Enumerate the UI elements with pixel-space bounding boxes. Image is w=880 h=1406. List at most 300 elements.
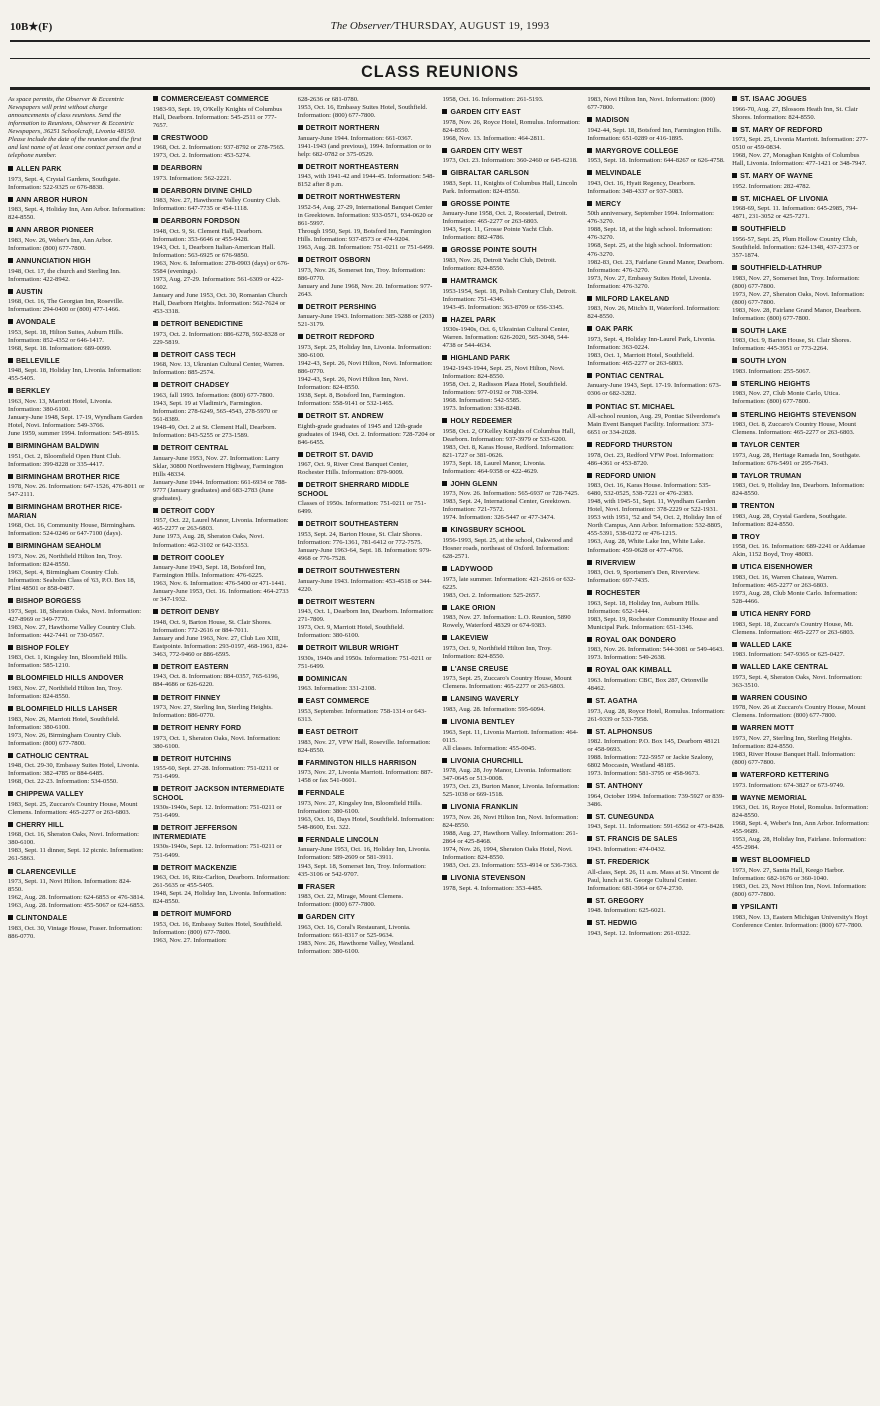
reunion-columns [8, 96, 870, 1396]
reunion-details: 1930s-1940s, Sept. 12. Information: 751-0211 or 751-6499. [152, 843, 282, 859]
school-name: LIVONIA BENTLEY [442, 719, 580, 728]
reunion-entry [8, 869, 146, 911]
school-name: DETROIT OSBORN [298, 257, 436, 266]
reunion-entry [153, 756, 291, 782]
school-name: SOUTH LAKE [732, 328, 870, 337]
reunion-details: 1983, Oct. 8, Zuccaro's Country House, Mount Clemens. Information: 465-2277 or 263-6803. [732, 421, 857, 437]
school-name: OAK PARK [587, 326, 725, 335]
reunion-entry [298, 194, 436, 252]
school-name: TAYLOR TRUMAN [732, 473, 870, 482]
school-name: AUSTIN [8, 289, 146, 298]
reunion-details: 1973, Sept. 4, Holiday Inn-Laurel Park, Livonia. Information: 363-0224. 1983, Oct. 1, Marriott Hotel, Southfield. Information: 465-2277 or 263-6803. [587, 335, 716, 367]
reunion-details: 1948, Oct. 29-30, Embassy Suites Hotel, Livonia. Information: 382-4785 or 884-6485. 1968, Oct. 22-23. Information: 534-0550. [8, 762, 140, 786]
school-name: MELVINDALE [587, 170, 725, 179]
reunion-details: 1953, September. Information: 758-1314 or 643-6313. [297, 708, 427, 724]
reunion-entry [442, 201, 580, 243]
reunion-details: 1968, Oct. 16, The Georgian Inn, Roseville. Information: 294-0400 or (800) 477-1466. [8, 298, 124, 314]
reunion-entry [442, 527, 580, 561]
reunion-entry [153, 321, 291, 347]
school-name: DETROIT SOUTHEASTERN [298, 521, 436, 530]
reunion-details: 1973, Nov. 26, Somerset Inn, Troy. Information: 886-0770. January and June 1968, Nov. 20. Information: 977-2643. [297, 266, 433, 298]
reunion-details: 1963, fall 1993. Information: (800) 677-7800. 1943, Sept. 19 at Vladimir's, Farmington. Information: 278-6249, 565-4543, 278-5970 or 561-8389. 1948-49, Oct. 2 at St. Clement Hall, Dearborn. Information: 843-5255 or 273-1589. [152, 391, 278, 440]
reunion-entry [732, 503, 870, 529]
reunion-entry [587, 148, 725, 166]
school-name: WALLED LAKE [732, 642, 870, 651]
reunion-details: January-June 1943, Sept. 18, Botsford Inn, Farmington Hills. Information: 476-6225. 1963, Nov. 6. Information: 476-5400 or 471-1441. January-June 1953, Oct. 16. Information: 464-2733 or 347-1932. [152, 564, 289, 604]
reunion-entry [442, 109, 580, 143]
reunion-details: 1963, Sept. 18, Holiday Inn, Auburn Hills. Information: 652-1444. 1983, Sept. 19, Rochester Community House and Municipal Park. Information: 651-1346. [587, 599, 718, 631]
reunion-details: January-June 1943. Information: 385-3288 or (203) 521-3179. [297, 313, 434, 329]
school-name: AVONDALE [8, 319, 146, 328]
reunion-entry [732, 328, 870, 354]
reunion-details: 1983, Nov. 27, Club Monte Carlo, Utica. Information: (800) 677-7800. [732, 390, 840, 406]
reunion-entry [8, 474, 146, 500]
reunion-details: 1983. Information: 547-9365 or 625-0427. [732, 651, 845, 659]
reunion-entry [153, 135, 291, 161]
reunion-entry [587, 836, 725, 854]
school-name: DETROIT CASS TECH [153, 352, 291, 361]
reunion-entry [153, 825, 291, 859]
reunion-entry [587, 920, 725, 938]
school-name: SOUTHFIELD-LATHRUP [732, 265, 870, 274]
school-name: L'ANSE CREUSE [442, 666, 580, 675]
reunion-entry [153, 664, 291, 690]
section-title: CLASS REUNIONS [361, 62, 519, 81]
intro-text: As space permits, the Observer & Eccentric Newspapers will print without charge announcements of class reunions. Send the information to Reunions, Observer & Eccentric Newspapers, 36251 Schoolcraft, Livonia 48150. Please include the date of the reunion and the first and last name of at least one contact person and a telephone number. [8, 96, 142, 160]
reunion-details: 1948, Sept. 18, Holiday Inn, Livonia. Information: 455-5405. [8, 367, 142, 383]
reunion-entry [8, 388, 146, 438]
reunion-details: 1958, Oct. 16. Information: 689-2241 or Addamae Akin, 1152 Boyd, Troy 48083. [732, 543, 866, 559]
reunion-entry [587, 170, 725, 196]
school-name: DETROIT CENTRAL [153, 445, 291, 454]
reunion-entry [153, 218, 291, 316]
reunion-details: 1930s, 1940s and 1950s. Information: 751-0211 or 751-6499. [297, 654, 432, 670]
reunion-details: 1953, Sept. 18, Hilton Suites, Auburn Hills. Information: 852-4352 or 646-1417. 1968, Sept. 18. Information: 689-0099. [8, 328, 124, 352]
reunion-details: 1983, Nov. 13, Eastern Michigan University's Hoyt Conference Center. Information: (800) 677-7800. [732, 913, 868, 929]
reunion-details: 1983, Sept. 11, Knights of Columbus Hall, Lincoln Park. Information: 824-8550. [442, 179, 578, 195]
school-name: DETROIT HUTCHINS [153, 756, 291, 765]
reunion-entry [8, 675, 146, 701]
reunion-entry [732, 173, 870, 191]
reunion-details: 1955-60, Sept. 27-28. Information: 751-0211 or 751-6499. [152, 765, 279, 781]
reunion-entry [153, 555, 291, 605]
reunion-details: 1983, Oct. 16, Warren Chateau, Warren. Information: 465-2277 or 263-6803. 1973, Aug. 28, Club Monte Carlo. Information: 528-4466. [732, 574, 858, 606]
school-name: STERLING HEIGHTS STEVENSON [732, 412, 870, 421]
school-name: CLARENCEVILLE [8, 869, 146, 878]
school-name: DETROIT REDFORD [298, 334, 436, 343]
school-name: EAST COMMERCE [298, 698, 436, 707]
school-name: DETROIT CHADSEY [153, 382, 291, 391]
reunion-entry [587, 783, 725, 809]
school-name: FARMINGTON HILLS HARRISON [298, 760, 436, 769]
reunion-entry [153, 865, 291, 907]
school-name: LADYWOOD [442, 566, 580, 575]
reunion-details: 1943, Oct. 16, Hyatt Regency, Dearborn. Information: 348-4337 or 937-3083. [587, 179, 696, 195]
school-name: WALLED LAKE CENTRAL [732, 664, 870, 673]
reunion-entry [442, 317, 580, 351]
reunion-details: 1953-1954, Sept. 18, Polish Century Club, Detroit. Information: 751-4346. 1943-45. Information: 363-8709 or 656-3345. [442, 287, 577, 311]
reunion-details: 1973, Aug. 28, Royce Hotel, Romulus. Information: 261-9339 or 533-7958. [587, 707, 725, 723]
school-name: ST. ALPHONSUS [587, 729, 725, 738]
reunion-details: Classes of 1950s. Information: 751-0211 or 751-6499. [297, 500, 427, 516]
reunion-details: 1968, Oct. 2. Information: 937-8792 or 278-7565. 1973, Oct. 2. Information: 453-5274. [152, 144, 285, 160]
school-name: ANN ARBOR PIONEER [8, 227, 146, 236]
reunion-details: 1943, Sept. 12. Information: 261-0322. [587, 929, 691, 937]
reunion-details: 1973, Nov. 27, Livonia Marriott. Information: 887-1458 or fax 541-0601. [297, 769, 433, 785]
reunion-entry [8, 543, 146, 593]
reunion-entry [8, 598, 146, 640]
reunion-details: 1963, Oct. 16, Coral's Restaurant, Livonia. Information: 661-8317 or 525-9634. 1983, Nov. 26, Hawthorne Valley, Westland. Information: 380-6100. [297, 923, 415, 955]
reunion-entry [442, 804, 580, 870]
reunion-entry [153, 445, 291, 503]
reunion-entry [587, 667, 725, 693]
reunion-entry [442, 719, 580, 753]
school-name: DETROIT ST. ANDREW [298, 413, 436, 422]
school-name: UTICA EISENHOWER [732, 564, 870, 573]
school-name: LAKE ORION [442, 605, 580, 614]
reunion-details: 1952. Information: 282-4782. [732, 182, 811, 190]
reunion-details: 1958, Oct. 2, O'Kelley Knights of Columbus Hall, Dearborn. Information: 937-3979 or 533-6200. 1983, Oct. 8, Karas House, Redford. Information: 821-1727 or 381-0626. 1973, Sept. 18, Laurel Manor, Livonia. Information: 464-9358 or 422-4629. [442, 427, 575, 475]
reunion-entry [8, 258, 146, 284]
reunion-entry [732, 611, 870, 637]
school-name: MERCY [587, 201, 725, 210]
reunion-entry [587, 859, 725, 893]
reunion-entry [442, 355, 580, 413]
school-name: KINGSBURY SCHOOL [442, 527, 580, 536]
reunion-details: 1973, Sept. 25, Holiday Inn, Livonia. Information: 380-6100. 1942-43, Sept. 26, Novi Hilton, Novi. Information: 886-0770. 1942-43, Sept. 26, Novi Hilton Inn, Novi. Information: 824-8550. 1938, Sept. 8, Botsford Inn, Farmington. Information: 558-9141 or 532-1465. [297, 343, 433, 408]
reunion-entry [8, 358, 146, 384]
reunion-details: 1953, Sept. 18. Information: 644-8267 or 626-4758. [587, 157, 725, 165]
reunion-details: 1963. Information: 331-2108. [297, 685, 377, 693]
school-name: BERKLEY [8, 388, 146, 397]
school-name: SOUTHFIELD [732, 226, 870, 235]
reunion-entry [587, 637, 725, 663]
school-name: BISHOP FOLEY [8, 645, 146, 654]
school-name: ST. HEDWIG [587, 920, 725, 929]
column-2 [153, 96, 291, 1396]
reunion-details: 1983, Novi Hilton Inn, Novi. Information: (800) 677-7800. [587, 96, 715, 112]
reunion-details: 1983, Nov. 26, Detroit Yacht Club, Detroit. Information: 824-8550. [442, 257, 557, 273]
school-name: CLINTONDALE [8, 915, 146, 924]
reunion-details: 1983, Nov. 27, Somerset Inn, Troy. Information: (800) 677-7800. 1973, Nov. 27, Sheraton Oaks, Novi. Information: (800) 677-7800. 1983, Nov. 28, Fairlane Grand Manor, Dearborn. Information: (800) 677-7800. [732, 274, 865, 322]
reunion-details: 1948, Oct. 9, Barton House, St. Clair Shores. Information: 772-2616 or 884-7011. January and June 1963, Nov. 27, Club Leo XIII, Eastpointe. Information: 293-0197, 468-1961, 824-3463, 772-9460 or 886-6595. [152, 618, 289, 658]
school-name: TRENTON [732, 503, 870, 512]
reunion-details: All-school reunion, Aug. 29, Pontiac Silverdome's Main Event Banquet Facility. Information: 373-6651 or 334-2028. [587, 413, 721, 437]
reunion-details: 1978, Oct. 23, Redford VFW Post. Information: 486-4361 or 453-8720. [587, 451, 714, 467]
school-name: DEARBORN [153, 165, 291, 174]
school-name: HIGHLAND PARK [442, 355, 580, 364]
reunion-entry [298, 676, 436, 694]
school-name: WATERFORD KETTERING [732, 772, 870, 781]
reunion-entry [298, 698, 436, 724]
reunion-details: 1973, Nov. 27, Santia Hall, Keego Harbor. Information: 682-1676 or 360-1040. 1983, Oct. 23, Novi Hilton Inn, Novi. Information: (800) 677-7800. [732, 866, 867, 899]
reunion-entry [298, 125, 436, 159]
school-name: STERLING HEIGHTS [732, 381, 870, 390]
reunion-details: 1952-54, Aug. 27-29, International Banquet Center in Greektown. Information: 933-0571, 934-0620 or 861-5997. Through 1950, Sept. 19, Botsford Inn, Farmington Hills. Information: 937-8573 or 474-9204. 1963, Aug. 28. Information: 751-0211 or 751-6499. [297, 203, 435, 251]
reunion-details: 1943, with 1941-42 and 1944-45. Information: 548-8152 after 8 p.m. [297, 173, 435, 189]
school-name: DETROIT DENBY [153, 609, 291, 618]
reunion-details: 1963, Oct. 16, Ritz-Carlton, Dearborn. Information: 261-5635 or 455-5405. 1948, Sept. 24, Holiday Inn, Livonia. Information: 824-8550. [152, 874, 290, 906]
page-number: 10B★(F) [10, 21, 53, 33]
reunion-details: 1973, Aug. 28, Heritage Ramada Inn, Southgate. Information: 676-5491 or 295-7643. [732, 451, 861, 467]
reunion-entry [153, 911, 291, 945]
reunion-entry [587, 560, 725, 586]
reunion-details: 1968, Nov. 13, Ukranian Cultural Center, Warren. Information: 885-2574. [152, 361, 285, 377]
reunion-details: 1973, Oct. 23. Information: 360-2460 or 645-6218. [442, 157, 578, 165]
column-4 [442, 96, 580, 1396]
reunion-details: 1953, Sept. 24, Barton House, St. Clair Shores. Information: 776-1361, 781-6412 or 772-7575. January-June 1963-64, Sept. 18. Information: 979-4968 or 776-7528. [297, 530, 432, 563]
school-name: DETROIT SOUTHWESTERN [298, 568, 436, 577]
reunion-details: 1983, Oct. 1, Kingsley Inn, Bloomfield Hills. Information: 585-1210. [8, 654, 128, 670]
reunion-details: 1930s-1940s, Sept. 12. Information: 751-0211 or 751-6499. [152, 804, 282, 820]
issue-date: THURSDAY, AUGUST 19, 1993 [393, 20, 550, 32]
school-name: ANN ARBOR HURON [8, 197, 146, 206]
school-name: DETROIT NORTHERN [298, 125, 436, 134]
school-name: GROSSE POINTE SOUTH [442, 247, 580, 256]
school-name: MARYGROVE COLLEGE [587, 148, 725, 157]
reunion-details: 1942-44, Sept. 18, Botsford Inn, Farmington Hills. Information: 651-0289 or 416-1895. [587, 126, 722, 142]
reunion-entry [442, 96, 580, 104]
reunion-details: 1973, Oct. 9, Northfield Hilton Inn, Troy. Information: 824-8550. [442, 644, 552, 660]
reunion-details: 1953, Oct. 16, Embassy Suites Hotel, Southfield. Information: (800) 677-7800. 1963, Nov. 27. Information: [152, 920, 283, 944]
school-name: REDFORD THURSTON [587, 442, 725, 451]
school-name: ST. AGATHA [587, 698, 725, 707]
school-name: ROYAL OAK DONDERO [587, 637, 725, 646]
reunion-details: 1973. Information: 562-2221. [152, 174, 232, 182]
reunion-entry [153, 725, 291, 751]
school-name: BIRMINGHAM BROTHER RICE-MARIAN [8, 504, 146, 521]
reunion-details: 1956-1993, Sept. 25, at the school, Oakwood and Hosner roads, northeast of Oxford. Information: 628-2571. [442, 536, 573, 560]
reunion-entry [298, 760, 436, 786]
school-name: EAST DETROIT [298, 729, 436, 738]
reunion-entry [8, 319, 146, 353]
reunion-details: January-June 1943. Information: 453-4518 or 344-4220. [297, 577, 432, 593]
reunion-details: 1930s-1940s, Oct. 6, Ukrainian Cultural Center, Warren. Information: 626-2020, 565-3048, 544-4738 or 544-4634. [442, 326, 570, 350]
reunion-entry [732, 534, 870, 560]
school-name: DETROIT HENRY FORD [153, 725, 291, 734]
reunion-entry [732, 695, 870, 721]
reunion-entry [298, 257, 436, 299]
reunion-details: All-class, Sept. 26, 11 a.m. Mass at St. Vincent de Paul, lunch at St. George Cultural Center. Information: 681-3964 or 674-2730. [587, 868, 719, 892]
reunion-entry [587, 404, 725, 438]
school-name: HOLY REDEEMER [442, 418, 580, 427]
reunion-details: 1978, Nov. 26. Information: 647-1526, 476-8011 or 547-2111. [8, 483, 145, 499]
reunion-details: 1958, Oct. 16. Information: 261-5193. [442, 96, 544, 103]
reunion-entry [587, 117, 725, 143]
reunion-entry [587, 296, 725, 322]
reunion-entry [298, 914, 436, 956]
reunion-details: 1943. Information: 474-0432. [587, 845, 666, 853]
reunion-details: 1983, Nov. 27, Northfield Hilton Inn, Troy. Information: 824-8550. [8, 684, 122, 700]
school-name: BIRMINGHAM BROTHER RICE [8, 474, 146, 483]
reunion-details: 1948. Information: 625-6021. [587, 907, 666, 915]
reunion-entry [8, 822, 146, 864]
reunion-entry [732, 442, 870, 468]
reunion-entry [732, 358, 870, 376]
reunion-entry [153, 352, 291, 378]
reunion-details: 1942-1943-1944, Sept. 25, Novi Hilton, Novi. Information: 824-8550. 1958, Oct. 2, Radisson Plaza Hotel, Southfield. Information: 977-0192 or 708-3394. 1968. Information: 542-5585. 1973. Information: 336-8248. [442, 364, 568, 412]
reunion-details: 1983, Oct. 30, Vintage House, Fraser. Information: 886-0770. [8, 924, 143, 940]
reunion-details: 1948, Oct. 17, the church and Sterling Inn. Information: 422-8942. [8, 267, 121, 283]
school-name: BISHOP BORGESS [8, 598, 146, 607]
school-name: LIVONIA STEVENSON [442, 875, 580, 884]
school-name: ANNUNCIATION HIGH [8, 258, 146, 267]
reunion-entry [153, 96, 291, 130]
school-name: DETROIT NORTHEASTERN [298, 164, 436, 173]
school-name: DETROIT WESTERN [298, 599, 436, 608]
page-header [10, 20, 870, 38]
reunion-details: 1964, October 1994. Information: 739-5927 or 839-3486. [587, 792, 725, 808]
header-rule [10, 40, 870, 42]
school-name: CRESTWOOD [153, 135, 291, 144]
reunion-entry [587, 590, 725, 632]
masthead [10, 20, 870, 32]
reunion-details: 1983, Oct. 22, Mirage, Mount Clemens. Information: (800) 677-7800. [297, 893, 404, 909]
reunion-entry [8, 197, 146, 223]
reunion-details: 628-2636 or 681-0780. 1953, Oct. 16, Embassy Suites Hotel, Southfield. Information: (800) 677-7800. [297, 96, 428, 120]
reunion-entry [298, 790, 436, 832]
paper-name: The Observer/ [330, 20, 394, 32]
school-name: DEARBORN DIVINE CHILD [153, 188, 291, 197]
reunion-entry [587, 373, 725, 399]
school-name: DETROIT CODY [153, 508, 291, 517]
school-name: GROSSE POINTE [442, 201, 580, 210]
reunion-details: 1978, Nov. 26, Royce Hotel, Romulus. Information: 824-8550. 1968, Nov. 13. Information: 464-2811. [442, 118, 580, 142]
school-name: ST. ISAAC JOGUES [732, 96, 870, 105]
reunion-details: 1963, Oct. 16, Royce Hotel, Romulus. Information: 824-8550. 1968, Sept. 4, Weber's Inn, Ann Arbor. Information: 455-9689. 1953, Aug. 28, Holiday Inn, Fairlane. Information: 455-2984. [732, 804, 869, 852]
school-name: BELLEVILLE [8, 358, 146, 367]
reunion-details: 1983, Nov. 26, Mitch's II, Waterford. Information: 824-8550. [587, 305, 720, 321]
reunion-details: 1973, Nov. 26, Northfield Hilton Inn, Troy. Information: 824-8550. 1963, Sept. 4, Birmingham Country Club. Information: Seaholm Class of '63, P.O. Box 18, Flint 48501 or 858-0487. [8, 552, 136, 593]
reunion-entry [153, 165, 291, 183]
reunion-entry [8, 645, 146, 671]
school-name: LANSING WAVERLY [442, 696, 580, 705]
school-name: ST. MARY OF REDFORD [732, 127, 870, 136]
reunion-details: 1973, Oct. 2. Information: 886-6278, 592-8328 or 229-5819. [152, 330, 285, 346]
reunion-details: 1963, Nov. 13, Marriott Hotel, Livonia. Information: 380-6100. January-June 1948, Sept. 17-19, Wyndham Garden Hotel, Novi. Information: 549-3766. June 1959, summer 1994. Information: 545-8915. [8, 397, 143, 438]
reunion-details: 1973, Sept. 25, Livonia Marriott. Information: 277-0510 or 459-0834. 1968, Nov. 27, Monaghan Knights of Columbus Hall, Livonia. Information: 477-1421 or 348-7947. [732, 136, 869, 168]
school-name: BIRMINGHAM SEAHOLM [8, 543, 146, 552]
reunion-entry [732, 196, 870, 222]
school-name: YPSILANTI [732, 904, 870, 913]
reunion-details: 1966-70, Aug. 27, Blossom Heath Inn, St. Clair Shores. Information: 824-8550. [732, 105, 858, 121]
reunion-entry [442, 278, 580, 312]
reunion-details: 1983, Oct. 9, Sportsmen's Den, Riverview. Information: 697-7435. [587, 569, 700, 585]
reunion-entry [298, 413, 436, 447]
school-name: FRASER [298, 884, 436, 893]
reunion-entry [732, 772, 870, 790]
school-name: DETROIT ST. DAVID [298, 452, 436, 461]
reunion-entry [153, 382, 291, 440]
reunion-details: 1983, Nov. 27. Information: L.O. Reunion, 5890 Rowely, Waterford 48329 or 674-9383. [442, 614, 571, 630]
reunion-entry [587, 201, 725, 291]
reunion-details: 1968, Oct. 16, Sheraton Oaks, Novi. Information: 380-6100. 1983, Sept. 11 dinner, Sept. 12 picnic. Information: 261-5863. [8, 831, 144, 863]
column-6 [732, 96, 870, 1396]
school-name: DETROIT MACKENZIE [153, 865, 291, 874]
school-name: DETROIT COOLEY [153, 555, 291, 564]
reunion-entry [732, 564, 870, 606]
reunion-entry [298, 568, 436, 594]
reunion-details: 1943, Oct. 8. Information: 884-0357, 765-6196, 884-4686 or 626-6220. [152, 673, 280, 689]
column-3 [298, 96, 436, 1396]
reunion-entry [8, 504, 146, 538]
school-name: ST. FREDERICK [587, 859, 725, 868]
school-name: FERNDALE [298, 790, 436, 799]
reunion-details: 1983, Sept. 18, Zuccaro's Country House, Mt. Clemens. Information: 465-2277 or 263-6803. [732, 620, 855, 636]
school-name: ALLEN PARK [8, 166, 146, 175]
reunion-entry [298, 452, 436, 478]
reunion-details: 1963, Sept. 11, Livonia Marriott. Information: 464-0115. All classes. Information: 455-0045. [442, 728, 579, 752]
school-name: SOUTH LYON [732, 358, 870, 367]
reunion-entry [587, 698, 725, 724]
reunion-details: 1983, Nov. 26, Weber's Inn, Ann Arbor. Information: (800) 677-7800. [8, 236, 113, 252]
reunion-details: 1973, Sept. 4, Sheraton Oaks, Novi. Information: 363-3510. [732, 673, 862, 689]
reunion-details: 1983, Nov. 27, Hawthorne Valley Country Club. Information: 647-7735 or 454-1118. [152, 197, 281, 213]
school-name: GIBRALTAR CARLSON [442, 170, 580, 179]
reunion-entry [153, 188, 291, 214]
reunion-details: 1983, Oct. 9, Holiday Inn, Dearborn. Information: 824-8550. [732, 482, 865, 498]
school-name: BLOOMFIELD HILLS LAHSER [8, 706, 146, 715]
reunion-details: 1943, Sept. 11. Information: 591-6562 or 473-8428. [587, 823, 725, 831]
reunion-details: 1983. Information: 255-5067. [732, 367, 811, 375]
reunion-entry [8, 791, 146, 817]
school-name: ST. CUNEGUNDA [587, 814, 725, 823]
reunion-details: 1983, Aug. 28. Information: 595-6094. [442, 705, 546, 713]
reunion-entry [8, 443, 146, 469]
school-name: DEARBORN FORDSON [153, 218, 291, 227]
reunion-entry [442, 758, 580, 800]
reunion-entry [298, 599, 436, 641]
column-5 [587, 96, 725, 1396]
reunion-entry [298, 645, 436, 671]
reunion-entry [587, 729, 725, 779]
reunion-details: 1968, Oct. 16, Community House, Birmingham. Information: 524-0246 or 647-7100 (days). [8, 522, 136, 538]
school-name: HAMTRAMCK [442, 278, 580, 287]
school-name: CATHOLIC CENTRAL [8, 753, 146, 762]
reunion-entry [298, 304, 436, 330]
school-name: RIVERVIEW [587, 560, 725, 569]
reunion-entry [8, 753, 146, 787]
reunion-entry [298, 884, 436, 910]
reunion-details: 1943, Oct. 1, Dearborn Inn, Dearborn. Information: 271-7809. 1973, Oct. 9, Marriott Hotel, Southfield. Information: 380-6100. [297, 608, 434, 640]
school-name: CHIPPEWA VALLEY [8, 791, 146, 800]
school-name: PONTIAC ST. MICHAEL [587, 404, 725, 413]
reunion-details: 1967, Oct. 9, River Crest Banquet Center, Rochester Hills. Information: 879-9009. [297, 461, 408, 477]
school-name: TROY [732, 534, 870, 543]
reunion-details: January-June 1953, Oct. 16, Holiday Inn, Livonia. Information: 589-2609 or 581-3911. 1943, Sept. 18, Somerset Inn, Troy. Information: 435-3106 or 542-9707. [297, 846, 431, 878]
school-name: ROCHESTER [587, 590, 725, 599]
reunion-entry [587, 326, 725, 368]
section-banner [10, 58, 870, 90]
school-name: DETROIT NORTHWESTERN [298, 194, 436, 203]
reunion-details: 1973, Sept. 11, Novi Hilton. Information: 824-8550. 1962, Aug. 28. Information: 624-6853 or 476-3814. 1963, Aug. 28. Information: 455-5067 or 624-6853. [8, 878, 145, 910]
reunion-entry [298, 334, 436, 408]
reunion-entry [8, 166, 146, 192]
school-name: ST. MARY OF WAYNE [732, 173, 870, 182]
school-name: WARREN COUSINO [732, 695, 870, 704]
reunion-details: 1957, Oct. 22, Laurel Manor, Livonia. Information: 465-2277 or 263-6803. June 1973, Aug. 28, Sheraton Oaks, Novi. Information: 462-3102 or 642-3353. [152, 517, 289, 549]
reunion-entry [8, 227, 146, 253]
reunion-details: 1982. Information: P.O. Box 145, Dearborn 48121 or 458-9693. 1988. Information: 722-5957 or Jackie Szalony, 6802 Moccasin, Westland 48185. 1973. Information: 581-3795 or 458-9673. [587, 738, 721, 778]
reunion-entry [732, 96, 870, 122]
school-name: LAKEVIEW [442, 635, 580, 644]
reunion-details: 1983, Sept. 4, Holiday Inn, Ann Arbor. Information: 824-8550. [8, 206, 146, 222]
column-1 [8, 96, 146, 1396]
reunion-details: 1948, Oct. 9, St. Clement Hall, Dearborn. Information: 353-6646 or 455-9428. 1943, Oct. 1, Dearborn Italian-American Hall. Information: 563-6925 or 676-9850. 1963, Nov. 6. Information: 278-0903 (days) or 676-5584 (evenings). 1973, Aug. 27-29. Information: 561-6309 or 422-1602. January and June 1953, Oct. 30, Romanian Church Hall, Dearborn Heights. Information: 562-7624 or 453-3318. [152, 227, 290, 316]
reunion-details: 50th anniversary, September 1994. Information: 476-3270. 1988, Sept. 18, at the high school. Information: 476-3270. 1968, Sept. 25, at the high school. Information: 476-3270. 1982-83, Oct. 23, Fairlane Grand Manor, Dearborn. Information: 476-3270. 1973, Nov. 27, Embassy Suites Hotel, Livonia. Information: 476-3270. [587, 210, 724, 290]
reunion-details: January-June 1958, Oct. 2, Roostertail, Detroit. Information: 465-2277 or 263-6803. 1943, Sept. 11, Grosse Pointe Yacht Club. Information: 882-4786. [442, 210, 568, 242]
school-name: BIRMINGHAM BALDWIN [8, 443, 146, 452]
